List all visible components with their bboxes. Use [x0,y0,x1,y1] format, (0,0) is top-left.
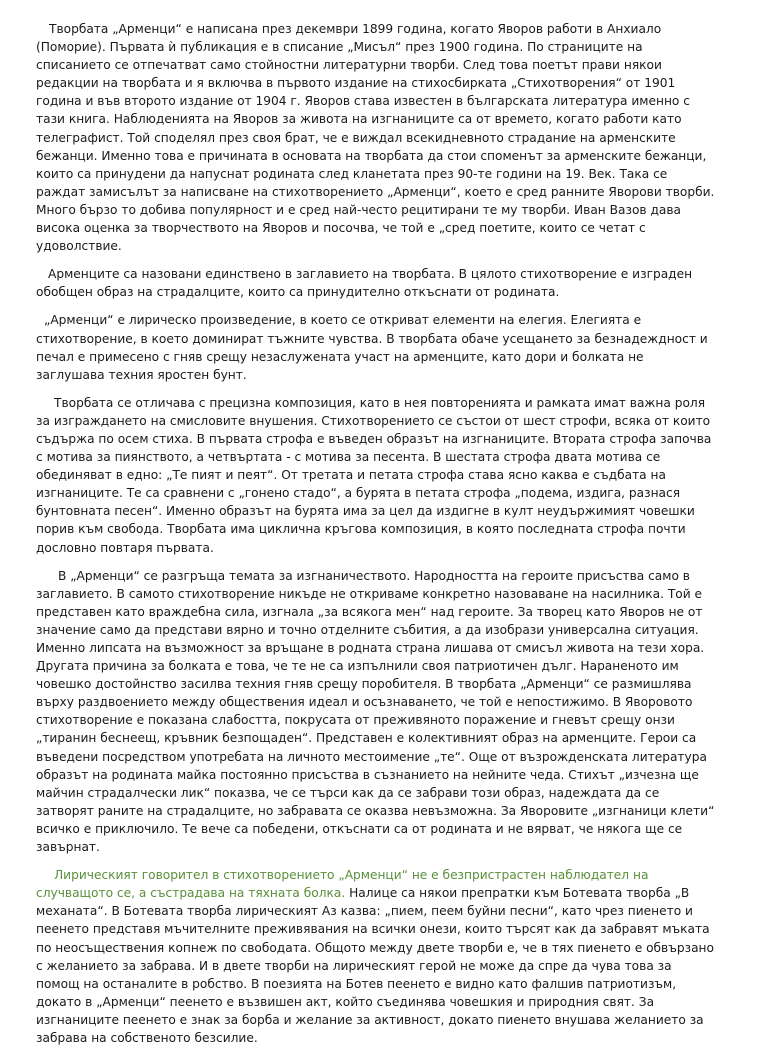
paragraph-6 [36,866,716,1047]
paragraph-5: В „Арменци“ се разгръща темата за изгнаничеството. Народността на героите присъства само в заглавието. В самото стихотворение никъде не откриваме конкретно назоваване на насилника. Той е представен като враждебна сила, изгнала „за всякога мен“ над героите. За творец като Яворов не от значение само да представи вярно и точно отделните събития, а да изобрази универсална ситуация. Именно липсата на възможност за връщане в родната страна лишава от смисъл живота на тези хора. Другата причина за болката е това, че те не са изпълнили своя патриотичен дълг. Нараненото им човешко достойнство засилва техния гняв срещу поробителя. В творбата „Арменци“ се размишлява върху раздвоението между обществения идеал и осъзнаването, че той е непостижимо. В Яворовото стихотворение е показана слабостта, покрусата от преживяното поражение и гневът срещу онзи „тиранин беснеещ, кръвник безпощаден“. Представен е колективният образ на арменците. Герои са въведени посредством употребата на личното местоимение „те“. Още от възрожденската литература образът на родината майка постоянно присъства в съзнанието на нейните чеда. Стихът „изчезна ще майчин страдалчески лик“ показва, че се търси как да се забрави този образ, надеждата да се затворят раните на страдалците, но забравата се оказва невъзможна. За Яворовите „изгнаници клети“ всичко е приключило. Те вече са победени, откъснати са от родината и не вярват, че някога ще се завърнат. [36,568,715,855]
highlighted-sentence: Лирическият говорител в стихотворението „Арменци“ не е безпристрастен наблюдател на случващото се, а състрадава на тяхната болка. [36,868,649,901]
paragraph-1: Творбата „Арменци“ е написана през декември 1899 година, когато Яворов работи в Анхиало (Поморие). Първата ѝ публикация е в списание „Мисъл“ през 1900 година. По страниците на списанието се отпечатват само стойностни литературни творби. След това поетът прави някои редакции на творбата и я включва в първото издание на стихосбирката „Стихотворения“ от 1901 година и във второто издание от 1904 г. Яворов става известен в българската литература именно с тази книга. Наблюденията на Яворов за живота на изгнаниците са от времето, когато работи като телеграфист. Той споделял през своя брат, че е виждал всекидневното страдание на арменските бежанци. Именно това е причината в основата на творбата да стои споменът за арменските бежанци, които са принудени да напуснат родината след кланетата през 90-те години на 19. Век. Така се раждат замисълът за написване на стихотворението „Арменци“, което е сред ранните Яворови творби. Много бързо то добива популярност и е сред най-често рецитирани те му творби. Иван Вазов дава висока оценка за творчеството на Яворов и посочва, че той е „сред поетите, които се четат с удоволствие. [36,22,715,254]
paragraph-4: Творбата се отличава с прецизна композиция, като в нея повторенията и рамката имат важна роля за изграждането на смисловите внушения. Стихотворението се състои от шест строфи, всяка от които съдържа по осем стиха. В първата строфа е въведен образът на изгнаниците. Втората строфа започва с мотива за пиянството, а четвъртата - с мотива за песента. В шестата строфа двата мотива се обединяват в едно: „Те пият и пеят“. От третата и петата строфа става ясно каква е съдбата на изгнаниците. Те са сравнени с „гонено стадо“, а бурята в петата строфа „подема, издига, разнася бунтовната песен“. Именно образът на бурята има за цел да издигне в култ неудържимият човешки порив към свобода. Творбата има циклична кръгова композиция, в която последната строфа почти дословно повтаря първата. [36,395,712,555]
document-page [36,20,716,1057]
paragraph-3: „Арменци“ е лирическо произведение, в което се откриват елементи на елегия. Елегията е стихотворение, в което доминират тъжните чувства. В творбата обаче усещането за безнадеждност и печал е примесено с гняв срещу незаслужената участ на арменците, като дори и болката не заглушава техния яростен бунт. [36,313,708,382]
paragraph-2: Арменците са назовани единствено в заглавието на творбата. В цялото стихотворение е изграден обобщен образ на страдалците, които са принудително откъснати от родината. [36,267,693,300]
paragraph-6-body: Налице са някои препратки към Ботевата творба „В механата“. В Ботевата творба лирическият Аз казва: „пием, пеем буйни песни“, като чрез пиенето и пеенето представя мъчителните преживявания на всички онези, които търсят как да забравят мъката по неосъществения копнеж по свободата. Общото между двете творби е, че в тях пиенето е обвързано с желанието за забрава. И в двете творби на лирическият герой не може да спре да чува това за помощ на останалите в робство. В поезията на Ботев пеенето е видно като фалшив патриотизъм, докато в „Арменци“ пеенето е възвишен акт, който съединява човешкия и природния свят. За изгнаниците пеенето е знак за борба и желание за активност, докато пиенето внушава желанието за забрава на собственото безсилие. [36,886,714,1045]
